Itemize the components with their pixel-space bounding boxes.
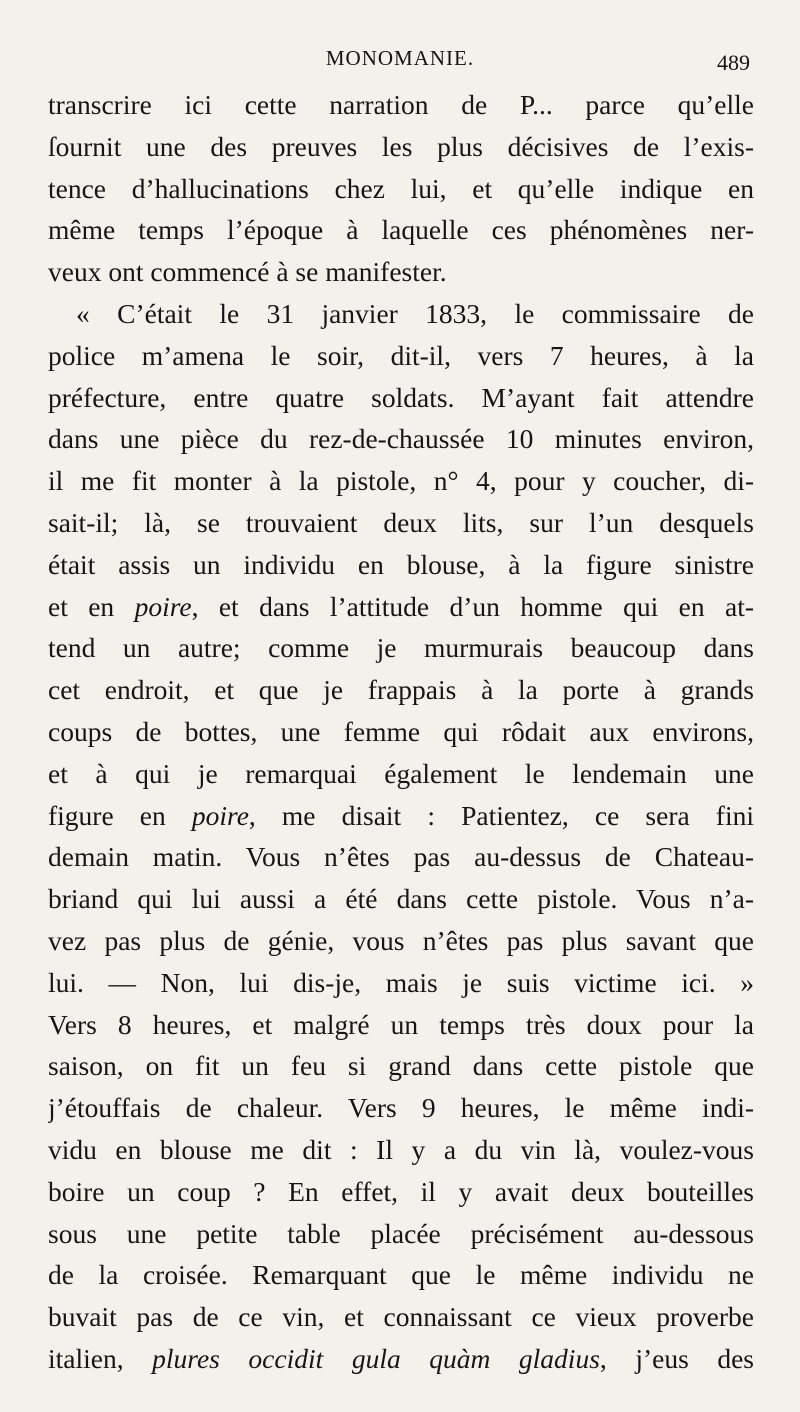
text-line: lui. — Non, lui dis-je, mais je suis victime ici. » <box>48 966 754 998</box>
text-line: transcrire ici cette narration de P... parce qu’elle <box>48 89 754 120</box>
text-line: boire un coup ? En effet, il y avait deux bouteilles <box>48 1175 754 1207</box>
text-line: Vers 8 heures, et malgré un temps très doux pour la <box>48 1008 754 1040</box>
text-line: j’étouffais de chaleur. Vers 9 heures, le même indi- <box>48 1092 754 1124</box>
text-segment: , me disait : Patientez, ce sera fini <box>248 799 754 831</box>
text-line: ſournit une des preuves les plus décisives de l’exis- <box>48 130 754 162</box>
text-line: coups de bottes, une femme qui rôdait aux environs, <box>48 715 754 747</box>
text-line: et à qui je remarquai également le lendemain une <box>48 757 754 789</box>
text-line: « C’était le 31 janvier 1833, le commissaire de <box>76 297 754 329</box>
italic-phrase: plures occidit gula quàm gladius <box>152 1342 600 1374</box>
text-line: tence d’hallucinations chez lui, et qu’elle indique en <box>48 172 754 204</box>
text-line: il me fit monter à la pistole, n° 4, pour y coucher, di- <box>48 465 754 497</box>
text-segment: italien, <box>48 1342 153 1374</box>
text-line <box>48 795 754 837</box>
text-line: préfecture, entre quatre soldats. M’ayant fait attendre <box>48 381 754 413</box>
text-line: veux ont commencé à se manifester. <box>48 256 447 288</box>
text-line: était assis un individu en blouse, à la figure sinistre <box>48 548 754 580</box>
page-number: 489 <box>717 50 750 75</box>
text-line: sait-il; là, se trouvaient deux lits, sur l’un desquels <box>48 506 754 538</box>
text-line: même temps l’époque à laquelle ces phénomènes ner- <box>48 214 754 246</box>
text-segment: , et dans l’attitude d’un homme qui en at- <box>191 590 754 622</box>
text-segment: figure en <box>48 799 192 831</box>
text-line: vez pas plus de génie, vous n’êtes pas plus savant que <box>48 924 754 956</box>
body-text <box>48 84 754 1380</box>
italic-word: poire <box>134 590 192 622</box>
text-line: briand qui lui aussi a été dans cette pistole. Vous n’a- <box>48 883 754 915</box>
running-title: MONOMANIE. <box>325 46 475 70</box>
italic-word: poire <box>191 799 249 831</box>
text-line: buvait pas de ce vin, et connaissant ce vieux proverbe <box>48 1301 754 1333</box>
text-line <box>48 586 754 628</box>
page-header <box>48 40 752 80</box>
text-line: de la croisée. Remarquant que le même individu ne <box>48 1259 754 1291</box>
text-line: saison, on fit un feu si grand dans cette pistole que <box>48 1050 754 1082</box>
text-line: tend un autre; comme je murmurais beaucoup dans <box>48 632 754 664</box>
text-line: dans une pièce du rez-de-chaussée 10 minutes environ, <box>48 423 754 455</box>
text-line: demain matin. Vous n’êtes pas au-dessus de Chateau- <box>48 841 754 873</box>
text-line: police m’amena le soir, dit-il, vers 7 heures, à la <box>48 339 754 371</box>
text-line: cet endroit, et que je frappais à la porte à grands <box>48 674 754 706</box>
text-segment: , j’eus des <box>599 1342 754 1374</box>
text-segment: et en <box>48 590 135 622</box>
text-line: vidu en blouse me dit : Il y a du vin là, voulez-vous <box>48 1133 754 1165</box>
text-line: sous une petite table placée précisément au-dessous <box>48 1217 754 1249</box>
text-line <box>48 1338 754 1380</box>
